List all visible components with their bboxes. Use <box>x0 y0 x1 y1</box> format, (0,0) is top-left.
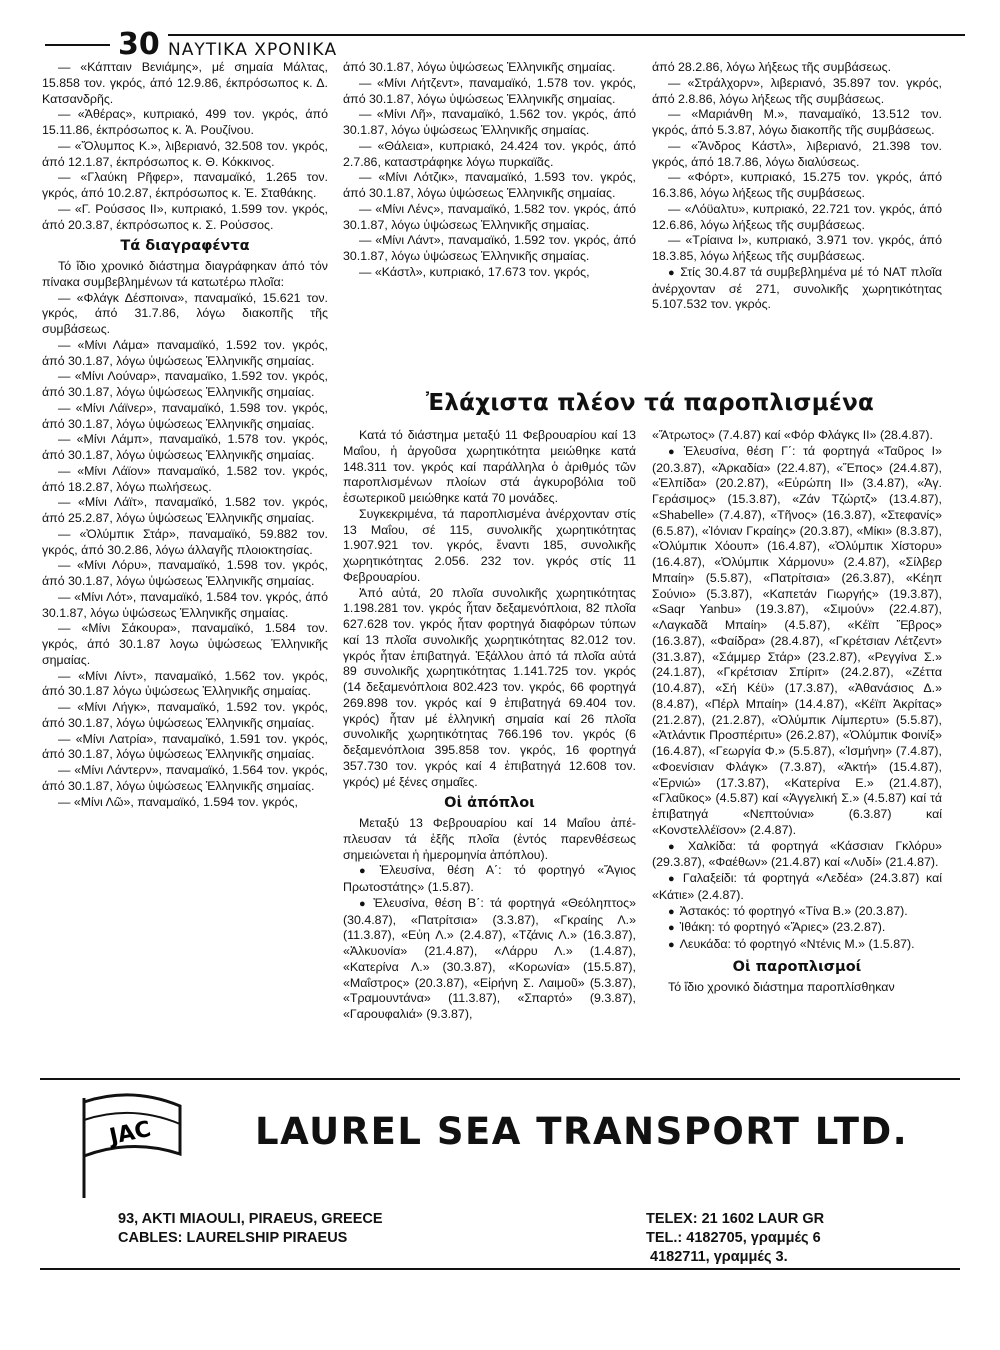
paragraph: Τό ἴδιο χρονικό διάστημα παροπλίσθηκαν <box>668 979 895 994</box>
paragraph: — «Φόρτ», κυπριακό, 15.275 τον. γκρός, άπό 16.3.86, λόγω λήξεως τῆς συμβάσεως. <box>652 170 942 200</box>
bullet-paragraph: ● Γαλαξείδι: τά φορτηγά «Λεδέα» (24.3.87) καί «Κάτιε» (2.4.87). <box>652 871 942 904</box>
jac-flag-logo <box>62 1090 192 1200</box>
paragraph: — «Μαριάνθη Μ.», παναμαϊκό, 13.512 τον. γκρός, άπό 5.3.87, λόγω διακοπῆς τῆς συμβάσεως. <box>652 107 942 137</box>
section-heading: Οἱ παροπλισμοί <box>732 958 862 975</box>
bullet-paragraph: ● Ἰθάκη: τό φορτηγό «Ἄριες» (23.2.87). <box>652 920 942 937</box>
paragraph: — «Στράλχορν», λιβεριανό, 35.897 τον. γκρός, άπό 2.8.86, λόγω λήξεως τῆς συμβάσεως. <box>652 75 942 106</box>
paragraph: — «Μίνι Λῶ», παναμαϊκό, 1.594 τον. γκρός, <box>58 794 298 809</box>
paragraph: — «Μίνι Λένς», παναμαϊκό, 1.582 τον. γκρός, άπό 30.1.87, λόγω ὑψώσεως Ἑλληνικῆς σημαίας. <box>343 201 636 232</box>
section-heading: Τά διαγραφέντα <box>120 238 250 255</box>
address-line: 93, AKTI MIAOULI, PIRAEUS, GREECE <box>118 1211 383 1227</box>
paragraph: — «Ἀθέρας», κυπριακό, 499 τον. γκρός, άπό 15.11.86, έκπρόσωπος κ. Ἀ. Ρουζίνου. <box>42 107 328 137</box>
paragraph: — «Μίνι Λόρυ», παναμαϊκό, 1.598 τον. γκρός, άπό 30.1.87, λόγω ὑψώσεως Ἑλληνικῆς σημαίας. <box>42 558 328 588</box>
bullet-paragraph: ● Χαλκίδα: τά φορτηγά «Κάσσιαν Γκλόρυ» (29.3.87), «Φαέθων» (21.4.87) καί «Λυδί» (21.4.87). <box>652 839 942 872</box>
telephone-line-2: 4182711, γραμμές 3. <box>650 1249 788 1265</box>
magazine-name: ΝΑΥΤΙΚΑ ΧΡΟΝΙΚΑ <box>168 40 338 60</box>
paragraph: Μεταξύ 13 Φεβρουαρίου καί 14 Μαΐου ἀπέπλευσαν τά ἑξῆς πλοῖα (ἐντός παρενθέσεως σημειώνεται ἡ ἡμερομηνία ἀπόπλου). <box>343 816 636 862</box>
ad-bottom-rule <box>40 1268 960 1270</box>
paragraph: άπό 28.2.86, λόγω λήξεως τῆς συμβάσεως. <box>652 60 892 74</box>
cables-line: CABLES: LAURELSHIP PIRAEUS <box>118 1230 348 1246</box>
paragraph: Τό ἴδιο χρονικό διάστημα διαγράφηκαν άπό τόν πίνακα συμβεβλημένων τά κατωτέρω πλοῖα: <box>42 259 328 289</box>
paragraph: — «Μίνι Λότ», παναμαϊκό, 1.584 τον. γκρός, άπό 30.1.87, λόγω ὑψώσεως Ἑλληνικῆς σημαίας. <box>42 589 328 620</box>
paragraph: Ἀπό αὐτά, 20 πλοῖα συνολικῆς χωρητικότητας 1.198.281 τον. γκρός ἦταν δεξαμενόπλοια, 82 πλοῖα 627.628 τον. γκρός ἦταν φορτηγά διαφόρων τύπων καί 13 πλοῖα συνολικῆς χωρητικότητας 82.012 τον. γκρός ἦταν ἐπιβατηγά. Ἐξάλλου ἀπό τά πλοῖα αὐτά 89 συνολικῆς χωρητικότητας 1.141.725 τον. γκρός (14 δεξαμενόπλοια 802.423 τον. γκρός, 66 φορτηγά 269.898 τον. γκρός καί 9 ἐπιβατηγά 69.404 τον. γκρός) ἦταν μέ ἑλληνική σημαία καί 26 πλοῖα συνολικῆς χωρητικότητας 766.196 τον. γκρός (6 δεξαμενόπλοια 395.858 τον. γκρός, 16 φορτηγά 357.730 τον. γκρός καί 4 ἐπιβατηγά 12.608 τον. γκρός) μέ ξένες σημαῖες. <box>343 585 636 789</box>
paragraph: — «Μίνι Λῆ», παναμαϊκό, 1.562 τον. γκρός, άπό 30.1.87, λόγω ὑψώσεως Ἑλληνικῆς σημαίας. <box>343 107 636 137</box>
telex-line: TELEX: 21 1602 LAUR GR <box>646 1211 825 1227</box>
paragraph: — «Μίνι Λάμα» παναμαϊκό, 1.592 τον. γκρός, άπό 30.1.87, λόγω ὑψώσεως Ἑλληνικῆς σημαίας. <box>42 337 328 368</box>
column-3-bottom <box>652 428 942 995</box>
paragraph: — «Μίνι Λίντ», παναμαϊκό, 1.562 τον. γκρός, άπό 30.1.87 λόγω ὑψώσεως Ἑλληνικῆς σημαίας. <box>42 668 328 699</box>
column-1 <box>42 60 328 810</box>
paragraph: — «Γ. Ρούσσος ΙΙ», κυπριακό, 1.599 τον. γκρός, άπό 20.3.87, έκπρόσωπος κ. Σ. Ρούσσος. <box>42 201 328 232</box>
paragraph: — «Μίνι Λήτζεντ», παναμαϊκό, 1.578 τον. γκρός, άπό 30.1.87, λόγω ὑψώσεως Ἑλληνικῆς σημαίας. <box>343 75 636 106</box>
paragraph: — «Μίνι Λήγκ», παναμαϊκό, 1.592 τον. γκρός, άπό 30.1.87, λόγω ὑψώσεως Ἑλληνικῆς σημαίας. <box>42 700 328 730</box>
bullet-paragraph: ● Στίς 30.4.87 τά συμβεβλημένα μέ τό ΝΑΤ πλοῖα ἀνέρχονταν σέ 271, συνολικῆς χωρητικότητας 5.107.532 τον. γκρός. <box>652 265 942 313</box>
bullet-paragraph: ● Ἐλευσίνα, θέση Β΄: τά φορτηγά «Θεόληπτος» (30.4.87), «Πατρίτσια» (3.3.87), «Γκραίης Λ.» (11.3.87), «Εὐη Λ.» (2.4.87), «Τζάνις Λ.» (16.3.87), «Ἀλκυονία» (21.4.87), «Λάρρυ Λ.» (1.4.87), «Κατερίνα Λ.» (30.3.87), «Κορωνία» (15.5.87), «Μαΐστρος» (20.3.87), «Εἰρήνη Σ. Λαιμοῦ» (5.3.87), «Τραμουντάνα» (11.3.87), «Σπαρτό» (9.3.87), «Γαρουφαλιά» (9.3.87), <box>343 896 636 1023</box>
header-rule-right <box>168 34 965 36</box>
section-heading: Οἱ ἀπόπλοι <box>444 795 535 812</box>
paragraph: — «Μίνι Λάϊνερ», παναμαϊκό, 1.598 τον. γκρός, άπό 30.1.87, λόγω ὑψώσεως Ἑλληνικῆς σημαίας. <box>42 400 328 431</box>
paragraph: — «Μίνι Λούναρ», παναμαϊκο, 1.592 τον. γκρός, άπό 30.1.87, λόγω ὑψώσεως Ἑλληνικῆς σημαίας. <box>42 369 328 399</box>
flag-logo-text: JAC <box>107 1116 154 1150</box>
paragraph: — «Λόϋαλτυ», κυπριακό, 22.721 τον. γκρός, άπό 12.6.86, λόγω λήξεως τῆς συμβάσεως. <box>652 201 942 232</box>
paragraph: — «Μίνι Λότζικ», παναμαϊκό, 1.593 τον. γκρός, άπό 30.1.87, λόγω ὑψώσεως Ἑλληνικῆς σημαίας. <box>343 170 636 200</box>
column-2-top <box>343 60 636 281</box>
company-name: LAUREL SEA TRANSPORT LTD. <box>255 1110 909 1153</box>
paragraph: άπό 30.1.87, λόγω ὑψώσεως Ἑλληνικῆς σημαίας. <box>343 60 616 74</box>
column-2-bottom <box>343 428 636 1023</box>
paragraph: — «Ὀλύμπικ Στάρ», παναμαϊκό, 59.882 τον. γκρός, άπό 30.2.86, λόγω άλλαγῆς πλοιοκτησίας. <box>42 526 328 557</box>
paragraph: Κατά τό διάστημα μεταξύ 11 Φεβρουαρίου καί 13 Μαΐου, ἡ ἀργοῦσα χωρητικότητα μειώθηκε κατά 148.311 τον. γκρός καί παράλληλα ὁ ἀριθμός τῶν παροπλισμένων πλοίων στά ἀγκυροβόλια τοῦ ἐσωτερικοῦ μειώθηκε κατά 70 μονάδες. <box>343 428 636 505</box>
paragraph: Συγκεκριμένα, τά παροπλισμένα ἀνέρχονταν στίς 13 Μαΐου, σέ 115, συνολικῆς χωρητικότητας 1.907.921 τον. γκρός, ἔναντι 185, συνολικῆς χωρητικότητας 2.056. 232 τον. γκρός στίς 11 Φεβρουαρίου. <box>343 506 636 584</box>
paragraph: — «Μίνι Λάϊον» παναμαϊκό, 1.582 τον. γκρός, άπό 18.2.87, λόγω πωλήσεως. <box>42 463 328 494</box>
paragraph: — «Κάστλ», κυπριακό, 17.673 τον. γκρός, <box>359 264 590 279</box>
bullet-paragraph: ● Ἀστακός: τό φορτηγό «Τίνα Β.» (20.3.87). <box>652 904 942 921</box>
header-rule-left <box>45 44 110 46</box>
paragraph: — «Μίνι Λατρία», παναμαϊκό, 1.591 τον. γκρός, άπό 30.1.87, λόγω ὑψώσεως Ἑλληνικῆς σημαίας. <box>42 731 328 762</box>
paragraph: — «Μίνι Λάντ», παναμαϊκό, 1.592 τον. γκρός, άπό 30.1.87, λόγω ὑψώσεως Ἑλληνικῆς σημαίας. <box>343 233 636 263</box>
ad-top-rule <box>40 1078 960 1080</box>
bullet-paragraph: ● Ἐλευσίνα, θέση Α΄: τό φορτηγό «Ἅγιος Πρωτοστάτης» (1.5.87). <box>343 863 636 896</box>
article-headline: Ἐλάχιστα πλέον τά παροπλισμένα <box>425 390 875 416</box>
paragraph: — «Θάλεια», κυπριακό, 24.424 τον. γκρός, άπό 2.7.86, καταστράφηκε λόγω πυρκαϊᾶς. <box>343 138 636 169</box>
page-number: 30 <box>118 27 160 62</box>
company-contacts <box>646 1210 824 1267</box>
paragraph: — «Γλαύκη Ρῆφερ», παναμαϊκό, 1.265 τον. γκρός, άπό 10.2.87, έκπρόσωπος κ. Ἐ. Σταθάκης. <box>42 170 328 200</box>
company-address <box>118 1210 383 1248</box>
paragraph: — «Ἄνδρος Κάστλ», λιβεριανό, 21.398 τον. γκρός, άπό 18.7.86, λόγω διαλύσεως. <box>652 138 942 169</box>
bullet-paragraph: ● Ἐλευσίνα, θέση Γ΄: τά φορτηγά «Ταῦρος Ι» (20.3.87), «Ἀρκαδία» (22.4.87), «Ἔπος» (24.4.87), «Ἐλπίδα» (20.2.87), «Εὐρώπη ΙΙ» (3.4.87), «Ἁγ. Γεράσιμος» (15.3.87), «Ζάν Τζώρτζ» (13.4.87), «Shabelle» (7.4.87), «Τῆνος» (16.3.87), «Στεφανίς» (6.5.87), «Ἰόνιαν Γκραίης» (20.3.87), «Μίκι» (8.3.87), «Ὀλύμπικ Χόουπ» (16.4.87), «Ὀλύμπικ Χίστορυ» (16.4.87), «Ὀλύμπικ Χάρμονυ» (2.4.87), «Σίλβερ Μπαίη» (5.5.87), «Πατρίτσια» (26.3.87), «Κέηπ Σούνιο» (5.3.87), «Καπετάν Γιωργής» (19.3.87), «Saqr Yanbu» (19.3.87), «Σιμούν» (22.4.87), «Λαγκαδᾶ Μπαίη» (4.5.87), «Κέϊπ Ἔβρος» (16.3.87), «Φαίδρα» (28.4.87), «Γκρέτσιαν Λέτζεντ» (31.3.87), «Σάμμερ Στάρ» (23.2.87), «Ρεγγίνα Σ.» (24.1.87), «Γκρέτσιαν Σπίριτ» (24.2.87), «Ζέττα (10.4.87), «Σή Κέϋ» (17.3.87), «Ἀθανάσιος Δ.» (8.4.87), «Πέρλ Μπαίη» (14.4.87), «Κέϊπ Ἀκρίτας» (21.2.87), (21.2.87), «Ὀλύμπικ Λίμπερτυ» (5.5.87), «Ἀτλάντικ Προσπέριτυ» (26.2.87), «Ὀλύμπικ Φοινίξ» (16.4.87), «Γεωργία Φ.» (5.5.87), «Ἰσμήνη» (7.4.87), «Φοενίσιαν Φλάγκ» (7.3.87), «Ἀκτή» (15.4.87), «Ἐρνιώ» (17.3.87), «Κατερίνα Ε.» (21.4.87), «Γλαῦκος» (4.5.87) καί «Ἀγγελική Σ.» (4.5.87) καί τά ἐπιβατηγά «Νεπτούνια» (6.3.87) καί «Κονστελλέϊσον» (2.4.87). <box>652 444 942 839</box>
column-3-top <box>652 60 942 313</box>
paragraph: — «Ὄλυμπος Κ.», λιβεριανό, 32.508 τον. γκρός, άπό 12.1.87, έκπρόσωπος κ. Θ. Κόκκινος. <box>42 138 328 169</box>
telephone-line: TEL.: 4182705, γραμμές 6 <box>646 1230 821 1246</box>
paragraph: — «Τρίαινα Ι», κυπριακό, 3.971 τον. γκρός, άπό 18.3.85, λόγω λήξεως τῆς συμβάσεως. <box>652 233 942 263</box>
paragraph: — «Φλάγκ Δέσποινα», παναμαϊκό, 15.621 τον. γκρός, άπό 31.7.86, λόγω διακοπῆς τῆς συμβάσεως. <box>42 290 328 336</box>
paragraph: — «Μίνι Λάϊτ», παναμαϊκό, 1.582 τον. γκρός, άπό 25.2.87, λόγω ὑψώσεως Ἑλληνικῆς σημαίας. <box>42 495 328 525</box>
paragraph: — «Μίνι Σάκουρα», παναμαϊκό, 1.584 τον. γκρός, άπό 30.1.87 λογω ὑψώσεως Ἑλληνικῆς σημαίας. <box>42 621 328 667</box>
paragraph: — «Μίνι Λάμπ», παναμαϊκό, 1.578 τον. γκρός, άπό 30.1.87, λόγω ὑψώσεως Ἑλληνικῆς σημαίας. <box>42 432 328 462</box>
paragraph: «Ἄτρωτος» (7.4.87) καί «Φόρ Φλάγκς ΙΙ» (28.4.87). <box>652 428 933 442</box>
bullet-paragraph: ● Λευκάδα: τό φορτηγό «Ντένις Μ.» (1.5.87). <box>652 937 942 954</box>
paragraph: — «Κάπταιν Βενιάμης», μέ σημαία Μάλτας, 15.858 τον. γκρός, άπό 12.9.86, έκπρόσωπος κ. Δ. Κατσανδρῆς. <box>42 60 328 106</box>
paragraph: — «Μίνι Λάντερν», παναμαϊκό, 1.564 τον. γκρός, άπό 30.1.87, λόγω ὑψώσεως Ἑλληνικῆς σημαίας. <box>42 763 328 793</box>
